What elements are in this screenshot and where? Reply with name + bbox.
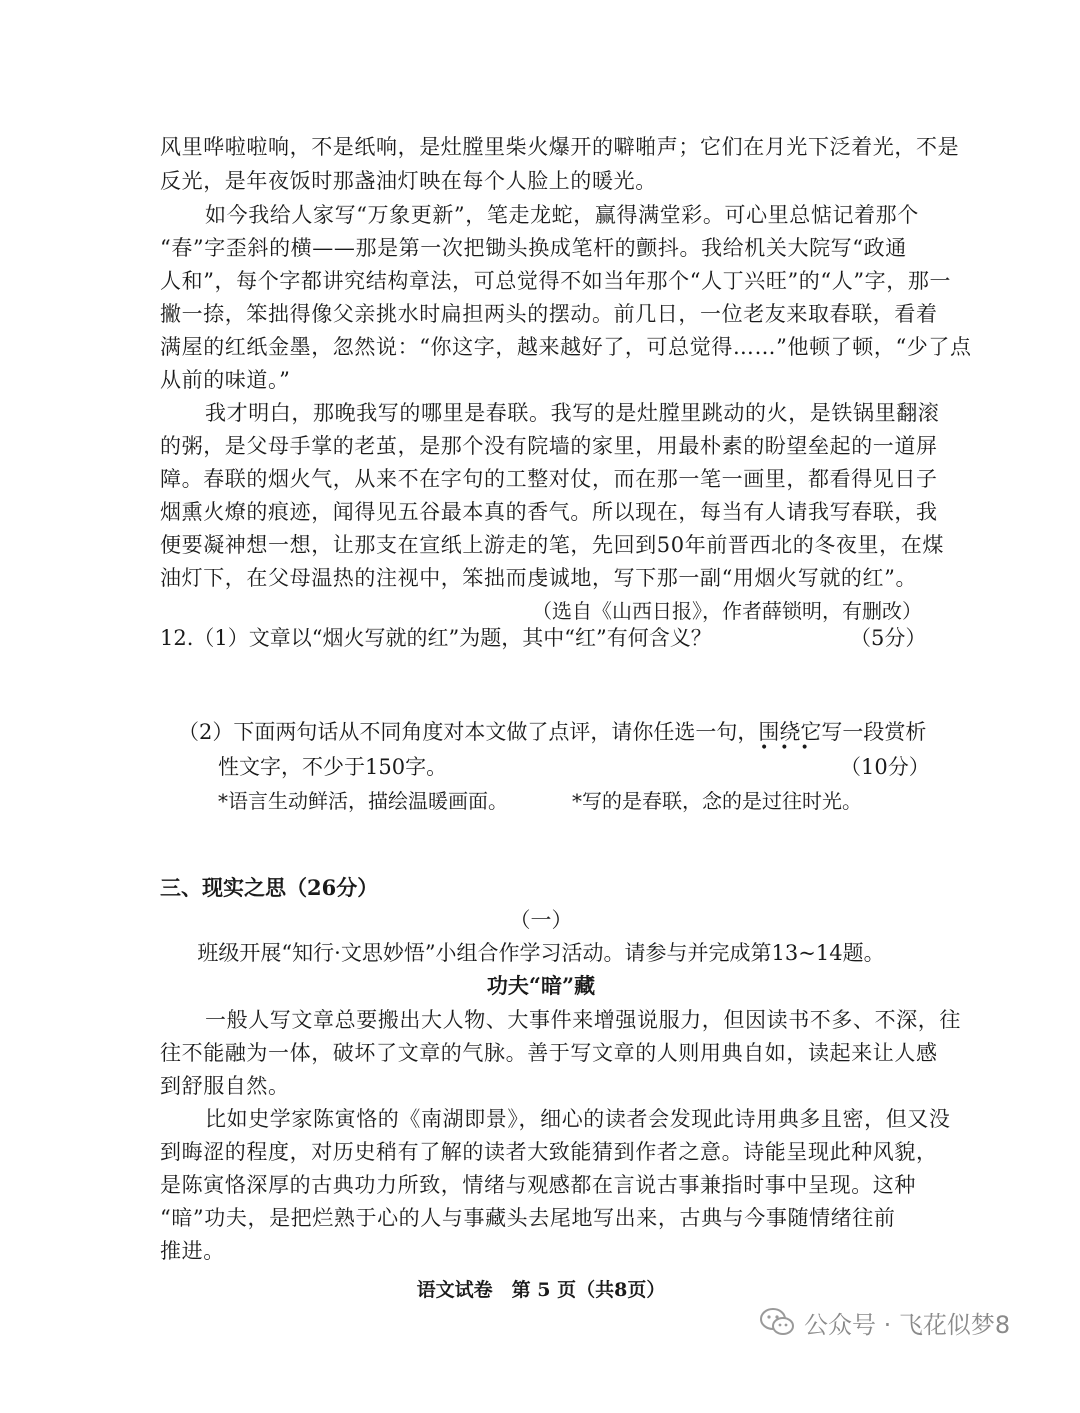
question-12-1: 12.（1）文章以“烟火写就的红”为题，其中“红”有何含义？ <box>160 626 712 650</box>
option-a: *语言生动鲜活，描绘温暖画面。 <box>218 789 508 813</box>
emphasis-dots: ••• <box>760 740 821 756</box>
passage-line: 风里哗啦啦响，不是纸响，是灶膛里柴火爆开的噼啪声；它们在月光下泛着光，不是 <box>160 135 960 159</box>
article-line: 一般人写文章总要搬出大人物、大事件来增强说服力，但因读书不多、不深，往 <box>205 1008 961 1032</box>
question-12-2-line2: 性文字，不少于150字。 <box>218 755 448 779</box>
option-b: *写的是春联，念的是过往时光。 <box>572 789 862 813</box>
question-12-1-score: （5分） <box>850 626 927 650</box>
passage-line: 反光，是年夜饭时那盏油灯映在每个人脸上的暖光。 <box>160 169 657 193</box>
passage-line: 撇一捺，笨拙得像父亲挑水时扁担两头的摆动。前几日，一位老友来取春联，看着 <box>160 302 938 326</box>
passage-line: 烟熏火燎的痕迹，闻得见五谷最本真的香气。所以现在，每当有人请我写春联，我 <box>160 500 938 524</box>
passage-line: 便要凝神想一想，让那支在宣纸上游走的笔，先回到50年前晋西北的冬夜里，在煤 <box>160 533 944 557</box>
article-line: 是陈寅恪深厚的古典功力所致，情绪与观感都在言说古事兼指时事中呈现。这种 <box>160 1173 916 1197</box>
article-line: 比如史学家陈寅恪的《南湖即景》，细心的读者会发现此诗用典多且密，但又没 <box>205 1107 951 1131</box>
passage-line: 从前的味道。” <box>160 368 291 392</box>
passage-line: 如今我给人家写“万象更新”，笔走龙蛇，赢得满堂彩。可心里总惦记着那个 <box>205 203 919 227</box>
sub-section-title: （一） <box>509 908 573 932</box>
passage-line: 的粥，是父母手掌的老茧，是那个没有院墙的家里，用最朴素的盼望垒起的一道屏 <box>160 434 938 458</box>
passage-source: （选自《山西日报》，作者薛锁明，有删改） <box>532 599 922 623</box>
article-line: “暗”功夫，是把烂熟于心的人与事藏头去尾地写出来，古典与今事随情绪往前 <box>160 1206 896 1230</box>
question-12-2: （2）下面两句话从不同角度对本文做了点评，请你任选一句，围绕它写一段赏析 <box>178 720 927 744</box>
passage-line: 障。春联的烟火气，从来不在字句的工整对仗，而在那一笔一画里，都看得见日子 <box>160 467 938 491</box>
article-line: 到舒服自然。 <box>160 1074 290 1098</box>
section-intro: 班级开展“知行·文思妙悟”小组合作学习活动。请参与并完成第13~14题。 <box>197 941 885 965</box>
passage-line: “春”字歪斜的横——那是第一次把锄头换成笔杆的颤抖。我给机关大院写“政通 <box>160 236 907 260</box>
article-line: 推进。 <box>160 1239 225 1263</box>
article-title: 功夫“暗”藏 <box>486 973 596 998</box>
section-title: 三、现实之思（26分） <box>160 875 379 900</box>
wechat-icon <box>760 1307 794 1337</box>
passage-line: 满屋的红纸金墨，忽然说：“你这字，越来越好了，可总觉得……”他顿了顿，“少了点 <box>160 335 972 359</box>
question-12-2-score: （10分） <box>840 755 930 779</box>
passage-line: 我才明白，那晚我写的哪里是春联。我写的是灶膛里跳动的火，是铁锅里翻滚 <box>205 401 940 425</box>
article-line: 到晦涩的程度，对历史稍有了解的读者大致能猜到作者之意。诗能呈现此种风貌， <box>160 1140 938 1164</box>
watermark-text: 公众号 · 飞花似梦8 <box>804 1310 1011 1339</box>
page-footer: 语文试卷 第 5 页（共8页） <box>416 1279 666 1301</box>
passage-line: 人和”，每个字都讲究结构章法，可总觉得不如当年那个“人丁兴旺”的“人”字，那一 <box>160 269 952 293</box>
article-line: 往不能融为一体，破坏了文章的气脉。善于写文章的人则用典自如，读起来让人感 <box>160 1041 938 1065</box>
watermark <box>760 1302 1010 1342</box>
passage-line: 油灯下，在父母温热的注视中，笨拙而虔诚地，写下那一副“用烟火写就的红”。 <box>160 566 918 590</box>
